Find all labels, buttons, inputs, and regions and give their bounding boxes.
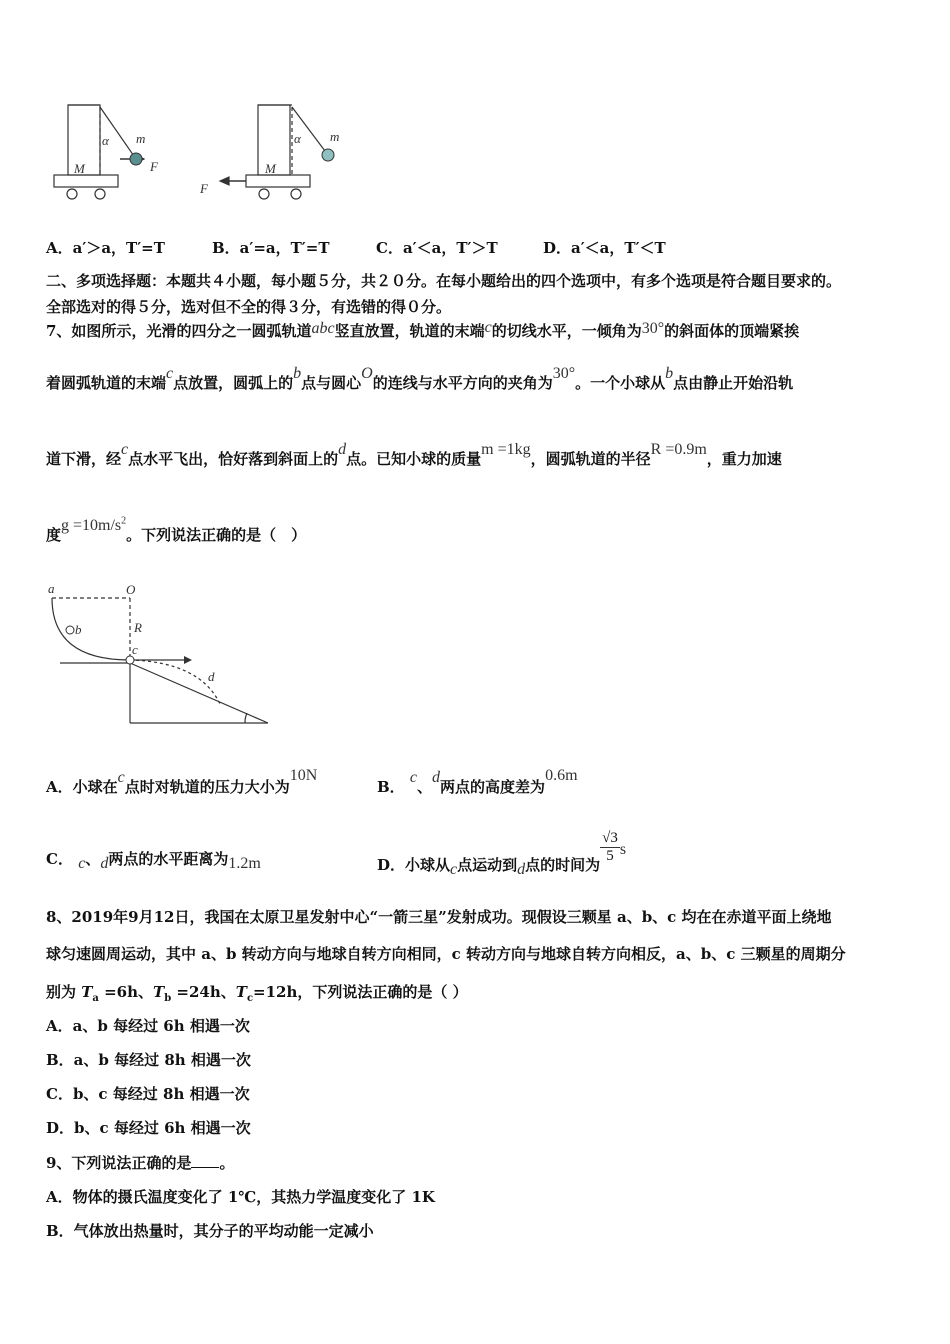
arc-incline-figure <box>40 580 280 730</box>
q9-option-b: B．气体放出热量时，其分子的平均动能一定减小 <box>46 1222 374 1240</box>
q7-text: 度 <box>46 526 62 544</box>
q7-option-c-value: 1.2m <box>228 855 261 872</box>
q7-option-d <box>377 830 627 878</box>
q8-Tc: T <box>235 983 247 1001</box>
q7-option-d-text: 点运动到 <box>457 855 518 874</box>
q6-option-d: D．a′＜a，T′＜T <box>543 239 666 257</box>
q7-text: 点与圆心 <box>301 374 362 392</box>
q7-text: 。一个小球从 <box>575 374 666 392</box>
label-d: d <box>208 669 215 684</box>
label-O: O <box>126 582 136 597</box>
q7-text: 点由静止开始沿轨 <box>673 374 794 392</box>
q7-g-exp: 2 <box>121 515 127 527</box>
label-b: b <box>75 622 82 637</box>
q7-b: b <box>293 365 302 382</box>
q8-Tb-sub: b <box>164 993 172 1004</box>
q8-text: =24h、 <box>171 983 236 1001</box>
q9-option-a: A．物体的摄氏温度变化了 1℃，其热力学温度变化了 1K <box>46 1188 435 1206</box>
q8-text: 别为 <box>46 983 82 1001</box>
section2-line2: 全部选对的得５分，选对但不全的得３分，有选错的得０分。 <box>46 298 452 316</box>
right-M-label: M <box>265 161 276 176</box>
q7-O: O <box>361 365 373 382</box>
q7-abc: abc <box>311 320 335 337</box>
q7-option-b-text: 两点的高度差为 <box>440 778 546 796</box>
q8-Ta: T <box>81 983 93 1001</box>
ball-b <box>66 626 74 634</box>
arc-track <box>52 598 130 660</box>
q7-line4 <box>46 515 307 545</box>
q7-option-c-text: C． <box>46 850 73 868</box>
q7-text: 点放置，圆弧上的 <box>173 374 294 392</box>
q8-line2: 球匀速圆周运动，其中 a、b 转动方向与地球自转方向相同，c 转动方向与地球自转方向相反，a、b、c 三颗星的周期分 <box>46 945 846 963</box>
q7-text: 7、如图所示，光滑的四分之一圆弧轨道 <box>46 322 312 340</box>
q7-option-d-text: 点的时间为 <box>525 855 601 874</box>
label-a: a <box>48 581 55 596</box>
q7-text: ，圆弧轨道的半径 <box>530 450 651 468</box>
left-M-label: M <box>74 161 85 176</box>
q7-c: c <box>121 441 129 458</box>
q7-option-c <box>46 848 261 872</box>
q7-d: d <box>100 855 109 872</box>
angle-arc <box>245 713 247 723</box>
ball-c <box>126 656 134 664</box>
q7-sep: 、 <box>417 778 433 796</box>
q8-Tb: T <box>153 983 165 1001</box>
q7-option-b-text: B． <box>377 778 405 796</box>
q7-radius: R =0.9m <box>650 441 707 458</box>
left-bob <box>130 153 142 165</box>
q8-text: =12h，下列说法正确的是（ ） <box>253 983 468 1001</box>
q7-option-d-fraction <box>600 830 620 865</box>
q8-Tc-sub: c <box>246 993 254 1004</box>
q8-text: =6h、 <box>98 983 154 1001</box>
q7-text: 。下列说法正确的是（ ） <box>126 526 307 544</box>
q8-line3 <box>46 981 468 1004</box>
fraction-numerator: √3 <box>602 830 618 846</box>
q7-option-a-value: 10N <box>289 767 318 784</box>
fraction-denominator: 5 <box>606 848 614 864</box>
answer-blank <box>191 1153 219 1168</box>
left-F-label: F <box>150 159 158 174</box>
incline-slope <box>130 663 268 723</box>
q9-stem <box>46 1152 234 1173</box>
right-alpha-label: α <box>294 131 301 146</box>
q7-option-b-value: 0.6m <box>545 767 578 784</box>
q7-option-a <box>46 767 318 797</box>
q7-d: d <box>338 441 347 458</box>
q7-b: b <box>665 365 674 382</box>
q7-text: 的连线与水平方向的夹角为 <box>372 374 553 392</box>
q7-d: d <box>517 860 526 878</box>
q7-option-d-text: D．小球从 <box>377 855 451 874</box>
q7-line2 <box>46 365 794 393</box>
section2-line1: 二、多项选择题：本题共４小题，每小题５分，共２０分。在每小题给出的四个选项中，有多个选项是符合题目要求的。 <box>46 272 842 290</box>
left-alpha-label: α <box>102 133 109 148</box>
q7-d: d <box>432 769 441 786</box>
q7-deg30: 30° <box>641 320 665 337</box>
q7-text: 道下滑，经 <box>46 450 122 468</box>
right-F-label: F <box>200 181 208 196</box>
q7-g-value: g =10m/s <box>61 517 122 534</box>
q6-option-c: C．a′＜a，T′＞T <box>376 239 498 257</box>
q7-option-d-unit: s <box>619 840 627 858</box>
left-cart <box>54 105 144 199</box>
right-bob <box>322 149 334 161</box>
q7-c: c <box>409 769 418 786</box>
q6-option-b: B．a′=a，T′=T <box>212 239 330 257</box>
q9-stem-text: 9、下列说法正确的是 <box>46 1154 192 1172</box>
q7-option-c-text: 两点的水平距离为 <box>108 850 229 868</box>
right-m-label: m <box>330 129 340 144</box>
q7-text: 的斜面体的顶端紧挨 <box>664 322 800 340</box>
q7-c: c <box>450 860 458 878</box>
q7-option-a-text: 点时对轨道的压力大小为 <box>124 778 290 796</box>
q7-deg30: 30° <box>552 365 576 382</box>
q8-line1: 8、2019年9月12日，我国在太原卫星发射中心“一箭三星”发射成功。现假设三颗星 a、b、c 均在在赤道平面上绕地 <box>46 908 832 926</box>
q7-c: c <box>78 855 86 872</box>
q7-sep: 、 <box>85 850 101 868</box>
q7-c: c <box>117 769 125 786</box>
velocity-arrowhead <box>184 656 192 664</box>
q7-text: 点。已知小球的质量 <box>346 450 482 468</box>
q8-option-a: A．a、b 每经过 6h 相遇一次 <box>46 1017 250 1035</box>
q6-option-a: A．a′＞a，T′=T <box>46 239 165 257</box>
q7-option-a-text: A．小球在 <box>46 778 118 796</box>
label-c: c <box>132 642 138 657</box>
q8-Ta-sub: a <box>92 993 99 1004</box>
q9-stem-end: 。 <box>219 1154 235 1172</box>
q7-text: ，重力加速 <box>706 450 782 468</box>
q7-c: c <box>166 365 174 382</box>
q7-text: 点水平飞出，恰好落到斜面上的 <box>128 450 339 468</box>
right-cart <box>220 105 328 199</box>
q8-option-d: D．b、c 每经过 6h 相遇一次 <box>46 1119 251 1137</box>
q7-gravity <box>61 517 126 534</box>
q7-mass: m =1kg <box>481 441 531 458</box>
left-m-label: m <box>136 131 146 146</box>
q7-text: 竖直放置，轨道的末端 <box>334 322 485 340</box>
q7-c: c <box>484 319 492 336</box>
q8-option-c: C．b、c 每经过 8h 相遇一次 <box>46 1085 250 1103</box>
q8-option-b: B．a、b 每经过 8h 相遇一次 <box>46 1051 251 1069</box>
cart-pendulum-figure <box>40 95 380 210</box>
q7-line1 <box>46 320 799 341</box>
q7-text: 的切线水平，一倾角为 <box>491 322 642 340</box>
label-R: R <box>134 620 142 635</box>
q7-text: 着圆弧轨道的末端 <box>46 374 167 392</box>
q7-option-b <box>377 767 578 797</box>
q7-line3 <box>46 441 782 469</box>
